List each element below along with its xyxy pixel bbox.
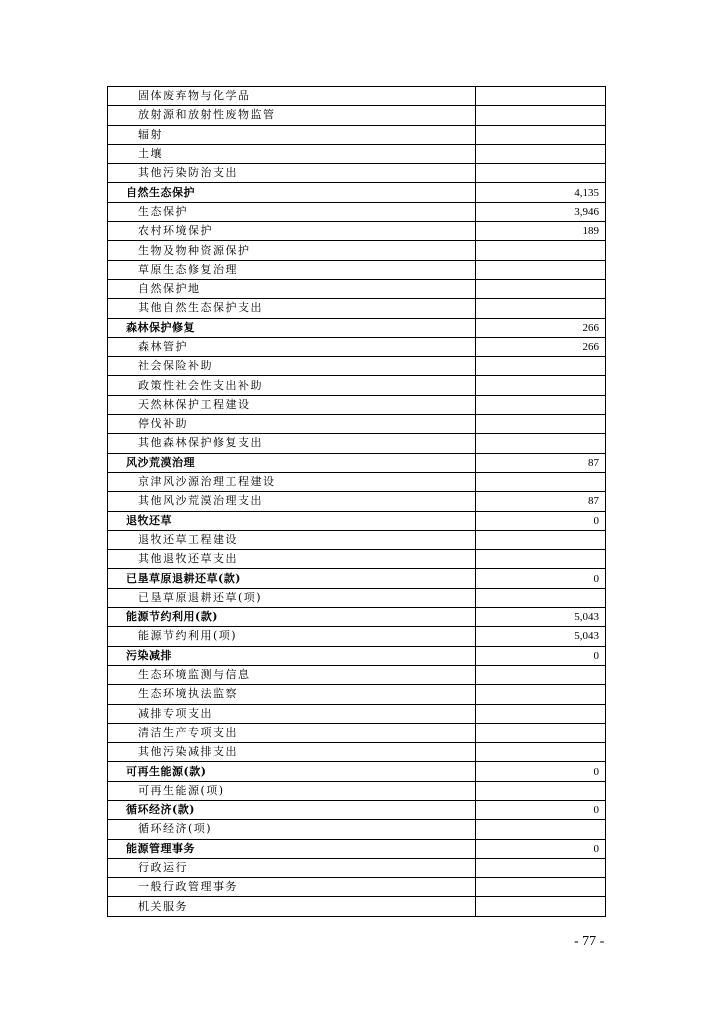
row-value-cell — [476, 260, 606, 279]
row-name-cell: 其他污染减排支出 — [108, 743, 476, 762]
row-name-cell: 机关服务 — [108, 897, 476, 916]
row-name-cell: 生物及物种资源保护 — [108, 241, 476, 260]
row-name-cell: 自然保护地 — [108, 279, 476, 298]
item-row — [108, 144, 606, 163]
category-row — [108, 453, 606, 472]
row-name-cell: 减排专项支出 — [108, 704, 476, 723]
row-name-cell: 退牧还草 — [108, 511, 476, 530]
item-row — [108, 627, 606, 646]
row-value-cell — [476, 395, 606, 414]
row-value-cell: 0 — [476, 839, 606, 858]
item-row — [108, 279, 606, 298]
item-row — [108, 299, 606, 318]
row-value-cell — [476, 820, 606, 839]
row-value-cell: 4,135 — [476, 183, 606, 202]
item-row — [108, 820, 606, 839]
row-value-cell — [476, 858, 606, 877]
item-row — [108, 530, 606, 549]
row-value-cell: 87 — [476, 492, 606, 511]
row-value-cell — [476, 376, 606, 395]
row-value-cell: 0 — [476, 762, 606, 781]
row-value-cell — [476, 665, 606, 684]
item-row — [108, 376, 606, 395]
item-row — [108, 222, 606, 241]
item-row — [108, 781, 606, 800]
row-value-cell: 266 — [476, 337, 606, 356]
row-name-cell: 可再生能源(项) — [108, 781, 476, 800]
row-value-cell: 5,043 — [476, 627, 606, 646]
row-value-cell — [476, 357, 606, 376]
row-value-cell: 266 — [476, 318, 606, 337]
row-value-cell: 87 — [476, 453, 606, 472]
row-value-cell — [476, 241, 606, 260]
row-value-cell — [476, 781, 606, 800]
item-row — [108, 415, 606, 434]
item-row — [108, 704, 606, 723]
row-name-cell: 一般行政管理事务 — [108, 878, 476, 897]
row-value-cell — [476, 530, 606, 549]
item-row — [108, 897, 606, 916]
row-value-cell: 0 — [476, 511, 606, 530]
row-name-cell: 循环经济(项) — [108, 820, 476, 839]
row-name-cell: 其他退牧还草支出 — [108, 550, 476, 569]
row-name-cell: 退牧还草工程建设 — [108, 530, 476, 549]
row-value-cell — [476, 144, 606, 163]
row-value-cell — [476, 415, 606, 434]
category-row — [108, 511, 606, 530]
row-value-cell: 3,946 — [476, 202, 606, 221]
row-name-cell: 其他风沙荒漠治理支出 — [108, 492, 476, 511]
item-row — [108, 858, 606, 877]
row-value-cell: 0 — [476, 800, 606, 819]
row-name-cell: 固体废弃物与化学品 — [108, 87, 476, 106]
row-value-cell — [476, 434, 606, 453]
item-row — [108, 723, 606, 742]
row-value-cell — [476, 743, 606, 762]
row-value-cell — [476, 685, 606, 704]
row-name-cell: 其他森林保护修复支出 — [108, 434, 476, 453]
page-number: - 77 - — [574, 934, 605, 949]
category-row — [108, 183, 606, 202]
item-row — [108, 472, 606, 491]
row-name-cell: 自然生态保护 — [108, 183, 476, 202]
row-value-cell — [476, 299, 606, 318]
row-value-cell — [476, 472, 606, 491]
row-value-cell — [476, 588, 606, 607]
item-row — [108, 164, 606, 183]
item-row — [108, 260, 606, 279]
item-row — [108, 106, 606, 125]
row-value-cell — [476, 878, 606, 897]
row-name-cell: 生态环境监测与信息 — [108, 665, 476, 684]
row-name-cell: 已垦草原退耕还草(款) — [108, 569, 476, 588]
row-name-cell: 能源节约利用(项) — [108, 627, 476, 646]
row-name-cell: 其他污染防治支出 — [108, 164, 476, 183]
row-name-cell: 京津风沙源治理工程建设 — [108, 472, 476, 491]
row-name-cell: 污染减排 — [108, 646, 476, 665]
row-value-cell — [476, 704, 606, 723]
item-row — [108, 202, 606, 221]
category-row — [108, 646, 606, 665]
row-name-cell: 政策性社会性支出补助 — [108, 376, 476, 395]
row-value-cell — [476, 723, 606, 742]
category-row — [108, 800, 606, 819]
item-row — [108, 434, 606, 453]
row-value-cell — [476, 164, 606, 183]
row-value-cell — [476, 279, 606, 298]
row-name-cell: 能源节约利用(款) — [108, 608, 476, 627]
row-name-cell: 农村环境保护 — [108, 222, 476, 241]
item-row — [108, 588, 606, 607]
item-row — [108, 241, 606, 260]
row-name-cell: 森林保护修复 — [108, 318, 476, 337]
item-row — [108, 878, 606, 897]
row-name-cell: 放射源和放射性废物监管 — [108, 106, 476, 125]
row-name-cell: 生态环境执法监察 — [108, 685, 476, 704]
row-value-cell — [476, 87, 606, 106]
category-row — [108, 762, 606, 781]
row-name-cell: 社会保险补助 — [108, 357, 476, 376]
row-name-cell: 行政运行 — [108, 858, 476, 877]
item-row — [108, 665, 606, 684]
row-value-cell: 189 — [476, 222, 606, 241]
item-row — [108, 395, 606, 414]
category-row — [108, 839, 606, 858]
row-name-cell: 辐射 — [108, 125, 476, 144]
row-name-cell: 能源管理事务 — [108, 839, 476, 858]
row-value-cell — [476, 897, 606, 916]
row-value-cell: 0 — [476, 646, 606, 665]
item-row — [108, 357, 606, 376]
row-name-cell: 森林管护 — [108, 337, 476, 356]
row-value-cell — [476, 106, 606, 125]
item-row — [108, 743, 606, 762]
category-row — [108, 569, 606, 588]
item-row — [108, 125, 606, 144]
budget-table — [107, 86, 606, 917]
row-value-cell — [476, 550, 606, 569]
row-name-cell: 清洁生产专项支出 — [108, 723, 476, 742]
row-value-cell — [476, 125, 606, 144]
category-row — [108, 318, 606, 337]
row-name-cell: 草原生态修复治理 — [108, 260, 476, 279]
category-row — [108, 608, 606, 627]
item-row — [108, 550, 606, 569]
row-value-cell: 5,043 — [476, 608, 606, 627]
item-row — [108, 492, 606, 511]
budget-table-body — [108, 87, 606, 917]
row-name-cell: 已垦草原退耕还草(项) — [108, 588, 476, 607]
row-name-cell: 循环经济(款) — [108, 800, 476, 819]
row-name-cell: 停伐补助 — [108, 415, 476, 434]
item-row — [108, 337, 606, 356]
row-name-cell: 土壤 — [108, 144, 476, 163]
row-value-cell: 0 — [476, 569, 606, 588]
item-row — [108, 685, 606, 704]
row-name-cell: 生态保护 — [108, 202, 476, 221]
row-name-cell: 风沙荒漠治理 — [108, 453, 476, 472]
row-name-cell: 可再生能源(款) — [108, 762, 476, 781]
row-name-cell: 其他自然生态保护支出 — [108, 299, 476, 318]
row-name-cell: 天然林保护工程建设 — [108, 395, 476, 414]
item-row — [108, 87, 606, 106]
